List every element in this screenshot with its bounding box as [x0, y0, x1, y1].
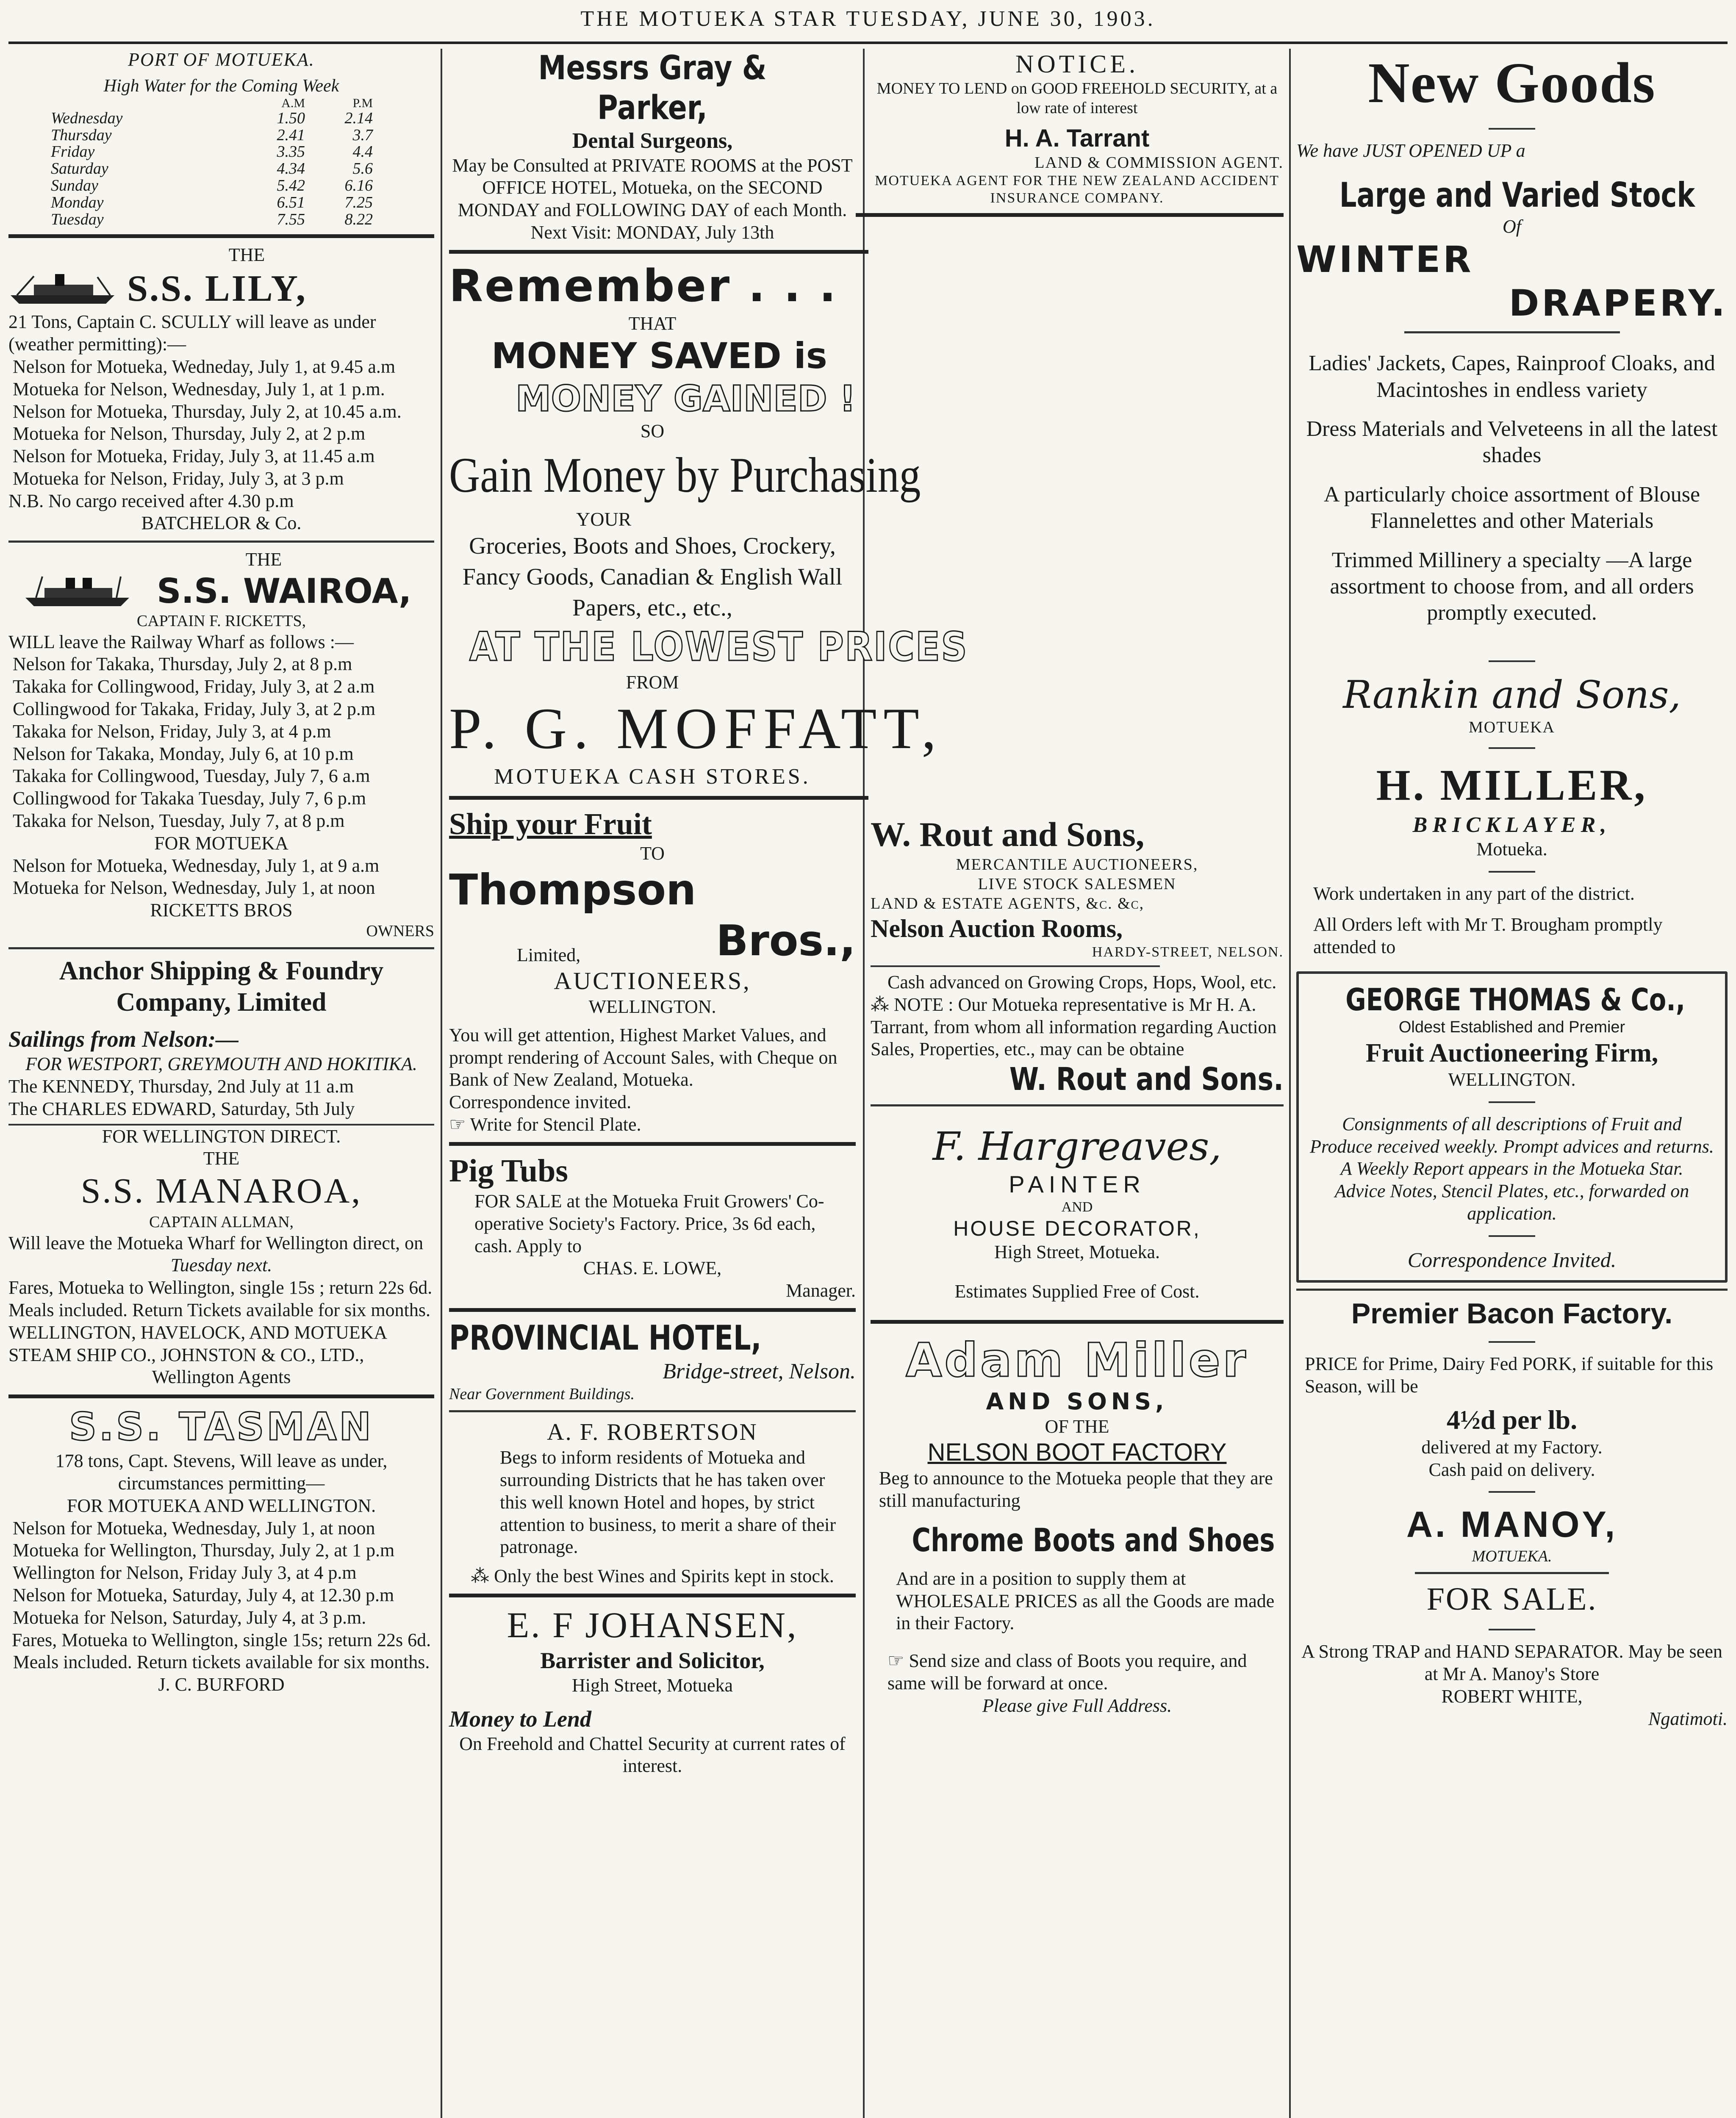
anchor-title: Anchor Shipping & Foundry Company, Limited	[59, 956, 384, 1017]
column-2	[449, 49, 968, 2118]
divider	[1415, 1572, 1609, 1574]
moffatt-your: YOUR	[576, 508, 632, 530]
divider	[8, 947, 434, 949]
tide-day: Thursday	[51, 126, 112, 144]
divider	[1489, 1101, 1535, 1103]
pig-title: Pig Tubs	[449, 1153, 568, 1189]
gray-next: Next Visit: MONDAY, July 13th	[530, 222, 774, 243]
moffatt-saved: MONEY SAVED is	[491, 335, 827, 377]
divider	[1489, 871, 1535, 873]
tide-pm: 4.4	[352, 143, 373, 161]
manaroa-day: Tuesday next.	[170, 1255, 272, 1276]
divider	[871, 1104, 1284, 1106]
wairoa-owners: OWNERS	[366, 922, 434, 940]
steamship-icon	[8, 574, 148, 608]
pig-name: CHAS. E. LOWE,	[583, 1258, 722, 1279]
tasman-for: FOR MOTUEKA AND WELLINGTON.	[67, 1495, 376, 1516]
thompson-corr: Correspondence invited.	[449, 1092, 632, 1113]
joh-body: On Freehold and Chattel Security at current rates of interest.	[459, 1733, 846, 1777]
prov-street: Bridge-street, Nelson.	[663, 1359, 856, 1384]
adam-chrome: Chrome Boots and Shoes	[912, 1521, 1275, 1559]
gt-advice: Advice Notes, Stencil Plates, etc., forwarded on application.	[1334, 1181, 1689, 1224]
tide-row	[8, 177, 434, 194]
asterism-icon: ⁂	[871, 994, 889, 1015]
tide-am: 6.51	[277, 194, 305, 212]
sale-title: FOR SALE.	[1426, 1581, 1597, 1617]
asterism-icon: ⁂	[471, 1566, 490, 1587]
column-rule-3	[1289, 49, 1291, 2118]
tasman-agent: J. C. BURFORD	[158, 1674, 285, 1695]
wairoa-for-motueka: FOR MOTUEKA	[154, 832, 288, 854]
moffatt-so: SO	[640, 420, 665, 441]
harg-and: AND	[1061, 1199, 1093, 1215]
manaroa-the: THE	[203, 1148, 240, 1169]
lily-nb: N.B. No cargo received after 4.30 p.m	[8, 490, 294, 511]
prov-wines-row	[449, 1565, 856, 1588]
rout-title: W. Rout and Sons,	[871, 815, 1145, 854]
tide-pm-label: P.M	[352, 96, 373, 111]
miller-name: H. MILLER,	[1376, 761, 1648, 810]
harg-name: F. Hargreaves,	[932, 1123, 1222, 1169]
pointing-hand-icon: ☞	[449, 1114, 466, 1135]
anchor-charles: The CHARLES EDWARD, Saturday, 5th July	[8, 1098, 355, 1119]
rout-rooms: Nelson Auction Rooms,	[871, 915, 1123, 943]
gray-body: May be Consulted at PRIVATE ROOMS at the POST OFFICE HOTEL, Motueka, on the SECOND MONDAY and FOLLOWING DAY of each Month.	[452, 155, 853, 221]
tide-day: Sunday	[51, 177, 98, 195]
manaroa-name: S.S. MANAROA,	[80, 1171, 362, 1211]
tide-row	[8, 161, 434, 177]
gt-name: GEORGE THOMAS & Co.,	[1345, 981, 1686, 1017]
col2-lower	[449, 806, 856, 1777]
ship-to: TO	[640, 843, 665, 864]
notice-agent: LAND & COMMISSION AGENT.	[1034, 153, 1284, 172]
adam-sons: AND SONS,	[986, 1388, 1168, 1415]
joh-role: Barrister and Solicitor,	[540, 1648, 765, 1674]
adam-of: OF THE	[1045, 1416, 1109, 1437]
prov-name: A. F. ROBERTSON	[547, 1419, 758, 1446]
divider	[856, 213, 1284, 217]
sailing-line: Nelson for Motueka, Thursday, July 2, at 10.45 a.m.	[13, 401, 402, 422]
sailing-line: Nelson for Motueka, Friday, July 3, at 11.45 a.m	[13, 446, 375, 467]
sailing-line: Collingwood for Takaka, Friday, July 3, at 2 p.m	[13, 699, 376, 720]
lily-agent: BATCHELOR & Co.	[141, 513, 302, 534]
of: Of	[1503, 216, 1521, 237]
tide-pm: 5.6	[352, 160, 373, 178]
bacon-price: 4½d per lb.	[1446, 1404, 1578, 1435]
tide-am: 5.42	[277, 177, 305, 195]
tide-am-label: A.M	[281, 96, 305, 111]
wairoa-sailings	[8, 653, 434, 832]
large-stock: Large and Varied Stock	[1339, 175, 1695, 215]
tide-pm: 8.22	[344, 211, 373, 229]
pig-role: Manager.	[786, 1280, 856, 1301]
lily-name: S.S. LILY,	[127, 268, 307, 309]
tide-day: Saturday	[51, 160, 108, 178]
notice-title: NOTICE.	[1015, 50, 1139, 78]
rout-live: LIVE STOCK SALESMEN	[978, 875, 1176, 893]
rout-street: HARDY-STREET, NELSON.	[1092, 944, 1284, 960]
rout-sign: W. Rout and Sons.	[1009, 1061, 1284, 1098]
masthead: THE MOTUEKA STAR TUESDAY, JUNE 30, 1903.	[580, 7, 1156, 31]
rankin: Rankin and Sons,	[1343, 672, 1681, 717]
pointing-hand-icon: ☞	[887, 1650, 904, 1672]
moffatt-stores: MOTUEKA CASH STORES.	[494, 764, 811, 789]
manaroa-company: WELLINGTON, HAVELOCK, AND MOTUEKA STEAM SHIP CO., JOHNSTON & CO., LTD.,	[8, 1322, 386, 1365]
gt-corr: Correspondence Invited.	[1407, 1248, 1617, 1272]
manaroa-captain: CAPTAIN ALLMAN,	[149, 1213, 294, 1231]
sailing-line: Takaka for Nelson, Tuesday, July 7, at 8 p.m	[13, 810, 345, 832]
tide-row	[8, 110, 434, 127]
anchor-sailings: Sailings from Nelson:—	[8, 1026, 239, 1052]
tasman-fares: Fares, Motueka to Wellington, single 15s; return 22s 6d. Meals included. Return tickets available for six months.	[11, 1629, 431, 1673]
opened: We have JUST OPENED UP a	[1296, 140, 1525, 161]
divider	[1489, 1629, 1535, 1630]
tide-am: 1.50	[277, 109, 305, 127]
miller-orders: All Orders left with Mr T. Brougham promptly attended to	[1313, 914, 1663, 957]
tide-pm: 6.16	[344, 177, 373, 195]
harg-est: Estimates Supplied Free of Cost.	[954, 1281, 1200, 1302]
gt-city: WELLINGTON.	[1448, 1069, 1576, 1090]
adam-body2: And are in a position to supply them at WHOLESALE PRICES as all the Goods are made in their Factory.	[896, 1568, 1275, 1634]
bacon-title: Premier Bacon Factory.	[1351, 1297, 1673, 1330]
sailing-line: Nelson for Motueka, Wednesday, July 1, at 9 a.m	[13, 855, 380, 876]
manoy-place: MOTUEKA.	[1472, 1547, 1552, 1565]
drapery: DRAPERY.	[1509, 282, 1728, 324]
adam-send-row	[871, 1650, 1284, 1695]
column-1	[8, 49, 434, 2118]
miller-work: Work undertaken in any part of the district.	[1313, 883, 1635, 904]
steamship-icon	[8, 272, 119, 306]
divider	[1404, 331, 1620, 333]
tide-am: 4.34	[277, 160, 305, 178]
tide-row	[8, 144, 434, 161]
sailing-line: Nelson for Motueka, Wednesday, July 1, at noon	[13, 1517, 375, 1539]
moffatt-that: THAT	[628, 313, 677, 334]
sailing-line: Motueka for Nelson, Saturday, July 4, at 3 p.m.	[13, 1607, 366, 1628]
sailing-line: Nelson for Takaka, Monday, July 6, at 10 p.m	[13, 743, 354, 764]
prov-wines: Only the best Wines and Spirits kept in stock.	[494, 1566, 834, 1587]
moffatt-remember: Remember . . .	[449, 260, 838, 312]
winter: WINTER	[1296, 238, 1474, 281]
col2-lower-left	[449, 806, 856, 1777]
pig-body: FOR SALE at the Motueka Fruit Growers' Co-operative Society's Factory. Price, 3s 6d each, cash. Apply to	[474, 1191, 824, 1256]
thompson-body: You will get attention, Highest Market Values, and prompt rendering of Account Sales, with Cheque on Bank of New Zealand, Motueka.	[449, 1024, 837, 1090]
adam-factory: NELSON BOOT FACTORY	[927, 1439, 1227, 1467]
moffatt-gain: Gain Money by Purchasing	[449, 447, 921, 503]
sailing-line: Collingwood for Takaka Tuesday, July 7, 6 p.m	[13, 788, 366, 809]
sailing-line: Nelson for Motueka, Wedneday, July 1, at 9.45 a.m	[13, 356, 396, 377]
wairoa-captain: CAPTAIN F. RICKETTS,	[136, 612, 306, 630]
thompson-stencil: Write for Stencil Plate.	[470, 1114, 641, 1135]
sailing-line: Takaka for Collingwood, Tuesday, July 7, 6 a.m	[13, 765, 370, 787]
adam-body: Beg to announce to the Motueka people that they are still manufacturing	[879, 1468, 1273, 1511]
divider	[1489, 1491, 1535, 1493]
tide-row	[8, 211, 434, 228]
wairoa-intro: WILL leave the Railway Wharf as follows :—	[8, 631, 354, 652]
wairoa-name: S.S. WAIROA,	[157, 571, 412, 611]
rankin-place: MOTUEKA	[1469, 718, 1555, 736]
sailing-line: Motueka for Nelson, Wednesday, July 1, at noon	[13, 877, 375, 898]
lily-the: THE	[228, 244, 265, 265]
moffatt-gained: MONEY GAINED !	[516, 378, 856, 420]
manoy-name: A. MANOY,	[1406, 1504, 1618, 1545]
gt-oldest: Oldest Established and Premier	[1398, 1018, 1625, 1037]
sailing-line: Motueka for Nelson, Thursday, July 2, at 2 p.m	[13, 423, 366, 444]
column-4	[1296, 49, 1728, 2118]
adam-address: Please give Full Address.	[982, 1695, 1172, 1716]
masthead-rule	[8, 42, 1728, 44]
millinery: Trimmed Millinery a specialty —A large assortment to choose from, and all orders promptly executed.	[1330, 548, 1694, 625]
manaroa-agents: Wellington Agents	[152, 1367, 291, 1388]
harg-street: High Street, Motueka.	[994, 1242, 1160, 1263]
wairoa-motueka-sailings	[8, 855, 434, 900]
lily-intro: 21 Tons, Captain C. SCULLY will leave as under (weather permitting):—	[8, 311, 376, 355]
gray-sub: Dental Surgeons,	[572, 129, 733, 153]
george-thomas-box	[1296, 971, 1728, 1283]
moffatt-span-space	[871, 223, 1284, 814]
tide-am: 3.35	[277, 143, 305, 161]
sailing-line: Takaka for Nelson, Friday, July 3, at 4 p.m	[13, 721, 331, 742]
anchor-for: FOR WESTPORT, GREYMOUTH AND HOKITIKA.	[25, 1053, 417, 1075]
port-title: PORT OF MOTUEKA.	[128, 49, 315, 70]
ladies: Ladies' Jackets, Capes, Rainproof Cloaks, and Macintoshes in endless variety	[1309, 351, 1715, 402]
thompson-city: WELLINGTON.	[588, 996, 716, 1017]
moffatt-lowest: AT THE LOWEST PRICES	[469, 624, 968, 670]
divider	[449, 1142, 856, 1146]
tide-title: High Water for the Coming Week	[103, 76, 339, 96]
tide-day: Friday	[51, 143, 95, 161]
harg-painter: PAINTER	[1009, 1171, 1145, 1198]
divider	[1489, 1341, 1535, 1343]
divider	[1489, 747, 1535, 749]
divider	[449, 250, 868, 254]
joh-money: Money to Lend	[449, 1706, 591, 1732]
divider	[449, 796, 868, 800]
tide-am: 7.55	[277, 211, 305, 229]
wairoa-the: THE	[245, 549, 282, 570]
column-rule-1	[441, 49, 442, 2118]
sale-place: Ngatimoti.	[1648, 1708, 1728, 1729]
moffatt-name: P. G. MOFFATT,	[449, 696, 943, 761]
divider	[8, 541, 434, 543]
sailing-line: Nelson for Motueka, Saturday, July 4, at 12.30 p.m	[13, 1584, 394, 1605]
adam-send: Send size and class of Boots you require, and same will be forward at once.	[887, 1650, 1247, 1694]
miller-place: Motueka.	[1476, 839, 1547, 860]
moffatt-from: FROM	[626, 671, 679, 693]
adam-name: Adam Miller	[906, 1333, 1248, 1387]
divider	[1296, 1289, 1728, 1291]
tide-table	[8, 110, 434, 228]
sale-name: ROBERT WHITE,	[1441, 1686, 1583, 1707]
wairoa-owners-name: RICKETTS BROS	[150, 900, 293, 921]
thompson-bros: Bros.,	[716, 916, 856, 966]
sailing-line: Takaka for Collingwood, Friday, July 3, at 2 a.m	[13, 676, 375, 697]
manaroa-intro: Will leave the Motueka Wharf for Wellington direct, on	[8, 1232, 424, 1253]
tide-row	[8, 194, 434, 211]
notice-body: MONEY TO LEND on GOOD FREEHOLD SECURITY, at a low rate of interest	[876, 80, 1278, 117]
thompson-row	[449, 915, 856, 966]
bacon-deliv: delivered at my Factory.	[1421, 1436, 1603, 1458]
new-goods: New Goods	[1368, 51, 1656, 115]
lily-sailings	[8, 356, 434, 490]
tide-day: Monday	[51, 194, 104, 212]
prov-body: Begs to inform residents of Motueka and surrounding Districts that he has taken over this well known Hotel and hopes, by strict attention to business, to merit a share of their patronage.	[500, 1447, 836, 1558]
sailing-line: Motueka for Wellington, Thursday, July 2, at 1 p.m	[13, 1540, 395, 1561]
rout-note: NOTE : Our Motueka representative is Mr H. A. Tarrant, from whom all information regarding Auction Sales, Properties, etc., may can be obtaine	[871, 994, 1277, 1060]
divider	[449, 1308, 856, 1312]
joh-street: High Street, Motueka	[571, 1674, 733, 1696]
divider	[8, 234, 434, 238]
harg-house: HOUSE DECORATOR,	[953, 1217, 1201, 1241]
rout-note-row	[871, 994, 1284, 1061]
sailing-line: Motueka for Nelson, Friday, July 3, at 3 p.m	[13, 468, 344, 489]
ship-fruit: Ship your Fruit	[449, 807, 652, 841]
tide-day: Wednesday	[51, 109, 123, 127]
thompson-auct: AUCTIONEERS,	[554, 967, 751, 995]
gt-weekly: A Weekly Report appears in the Motueka Star.	[1340, 1158, 1683, 1179]
tasman-intro: 178 tons, Capt. Stevens, Will leave as under, circumstances permitting—	[55, 1450, 388, 1494]
miller-role: BRICKLAYER,	[1412, 813, 1611, 837]
dress: Dress Materials and Velveteens in all the latest shades	[1306, 416, 1718, 468]
divider	[871, 1320, 1284, 1324]
blouse: A particularly choice assortment of Blouse Flannelettes and other Materials	[1323, 482, 1700, 533]
prov-title: PROVINCIAL HOTEL,	[449, 1318, 762, 1358]
tide-pm: 3.7	[352, 126, 373, 144]
tide-am: 2.41	[277, 126, 305, 144]
moffatt-goods: Groceries, Boots and Shoes, Crockery, Fancy Goods, Canadian & English Wall Papers, etc., etc.,	[462, 533, 843, 621]
sale-body: A Strong TRAP and HAND SEPARATOR. May be seen at Mr A. Manoy's Store	[1301, 1641, 1722, 1685]
thompson-name: Thompson	[449, 865, 696, 915]
gt-fruit: Fruit Auctioneering Firm,	[1365, 1038, 1658, 1067]
anchor-kennedy: The KENNEDY, Thursday, 2nd July at 11 a.m	[8, 1076, 354, 1097]
sailing-line: Nelson for Takaka, Thursday, July 2, at 8 p.m	[13, 654, 352, 675]
tide-row	[8, 127, 434, 144]
joh-name: E. F JOHANSEN,	[507, 1604, 798, 1645]
gt-body: Consignments of all descriptions of Fruit and Produce received weekly. Prompt advices and returns.	[1310, 1113, 1714, 1157]
anchor-wellington: FOR WELLINGTON DIRECT.	[8, 1124, 434, 1148]
notice-name: H. A. Tarrant	[1004, 125, 1150, 152]
divider	[449, 1410, 856, 1412]
gray-title: Messrs Gray & Parker,	[538, 49, 767, 127]
tasman-name: S.S. TASMAN	[69, 1405, 374, 1450]
wairoa-heading	[8, 571, 434, 612]
divider	[1489, 660, 1535, 662]
divider	[8, 1394, 434, 1398]
tide-pm: 2.14	[344, 109, 373, 127]
thompson-limited: Limited,	[517, 944, 581, 965]
divider	[1489, 128, 1535, 130]
lily-heading	[8, 266, 434, 311]
tasman-sailings	[8, 1517, 434, 1629]
divider	[1489, 1235, 1535, 1237]
column-3	[871, 49, 1284, 2118]
prov-near: Near Government Buildings.	[449, 1385, 635, 1403]
rout-cash: Cash advanced on Growing Crops, Hops, Wool, etc.	[887, 971, 1277, 992]
bacon-body: PRICE for Prime, Dairy Fed PORK, if suitable for this Season, will be	[1305, 1353, 1714, 1397]
tide-header	[8, 97, 434, 110]
tide-pm: 7.25	[344, 194, 373, 212]
notice-company: MOTUEKA AGENT FOR THE NEW ZEALAND ACCIDENT INSURANCE COMPANY.	[875, 173, 1279, 206]
bacon-cash: Cash paid on delivery.	[1428, 1459, 1595, 1480]
tide-day: Tuesday	[51, 211, 104, 229]
column-rule-2	[863, 49, 865, 2118]
sailing-line: Motueka for Nelson, Wednesday, July 1, at 1 p.m.	[13, 378, 385, 399]
divider	[449, 1594, 856, 1597]
sailing-line: Wellington for Nelson, Friday July 3, at 4 p.m	[13, 1562, 357, 1583]
manaroa-fares: Fares, Motueka to Wellington, single 15s ; return 22s 6d. Meals included. Return Tickets available for six months.	[8, 1277, 433, 1320]
thompson-stencil-row	[449, 1114, 856, 1136]
rout-land: LAND & ESTATE AGENTS, &c. &c,	[871, 894, 1145, 912]
rout-merc: MERCANTILE AUCTIONEERS,	[956, 856, 1198, 874]
